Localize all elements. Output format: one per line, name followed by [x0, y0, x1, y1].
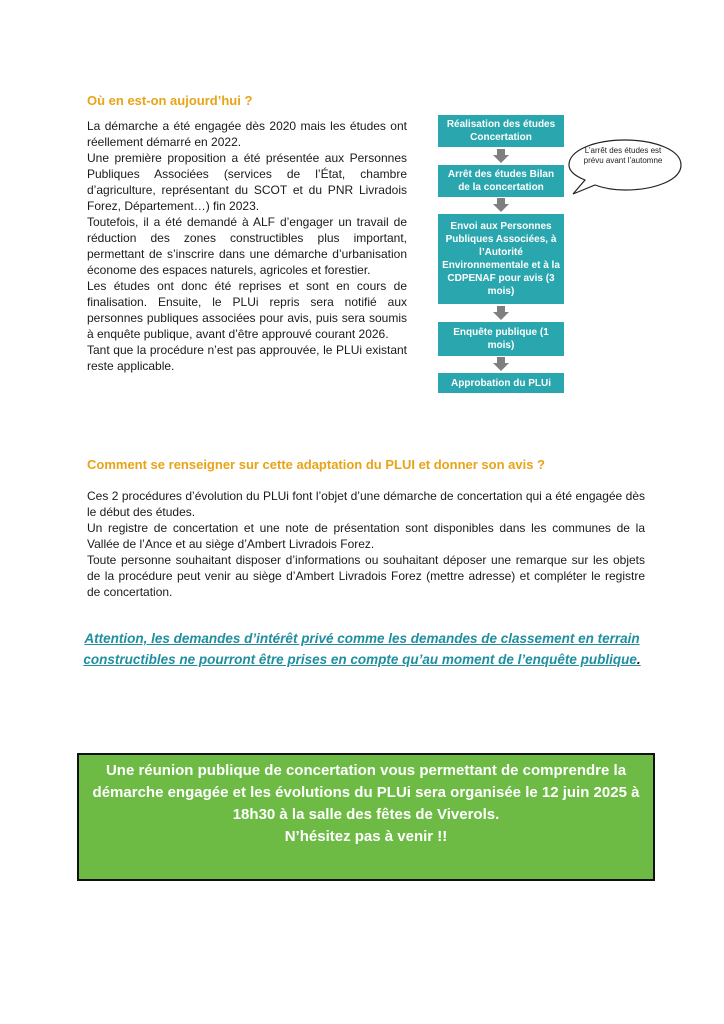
arrow-down-icon	[493, 198, 509, 212]
arrow-down-icon	[493, 357, 509, 371]
diagram-step: Enquête publique (1 mois)	[438, 322, 564, 356]
diagram-step: Arrêt des études Bilan de la concertation	[438, 165, 564, 197]
diagram-step: Envoi aux Personnes Publiques Associées, à l’Autorité Environnementale et à la CDPENAF pour avis (3 mois)	[438, 214, 564, 304]
meeting-text: Une réunion publique de concertation vous permettant de comprendre la démarche engagée et les évolutions du PLUi sera organisée le 12 juin 2025 à 18h30 à la salle des fêtes de Viverols.	[92, 762, 640, 823]
information-paragraph: Ces 2 procédures d’évolution du PLUi font l’objet d’une démarche de concertation qui a été engagée dès le début des études.	[87, 489, 645, 519]
arrow-down-icon	[493, 306, 509, 320]
status-paragraph: La démarche a été engagée dès 2020 mais les études ont réellement démarré en 2022.	[87, 119, 407, 149]
warning-notice	[80, 628, 644, 670]
information-paragraph: Toute personne souhaitant disposer d’informations ou souhaitant déposer une remarque sur les objets de la procédure peut venir au siège d’Ambert Livradois Forez (mettre adresse) et compléter le registre de concertation.	[87, 553, 645, 599]
status-paragraph: Tant que la procédure n’est pas approuvée, le PLUi existant reste applicable.	[87, 343, 407, 373]
meeting-cta: N’hésitez pas à venir !!	[284, 828, 448, 845]
information-paragraph: Un registre de concertation et une note de présentation sont disponibles dans les communes de la Vallée de l’Ance et au siège d’Ambert Livradois Forez.	[87, 521, 645, 551]
meeting-banner	[77, 753, 655, 881]
warning-end: .	[636, 652, 641, 667]
status-text	[87, 118, 407, 374]
warning-text: Attention, les demandes d’intérêt privé comme les demandes de classement en terrain constructibles ne pourront être prises en compte qu’au moment de l’enquête publique	[83, 631, 640, 667]
status-paragraph: Toutefois, il a été demandé à ALF d’engager un travail de réduction des zones constructibles plus important, permettant de s’inscrire dans une démarche d’urbanisation économe des espaces naturels, agricoles et forestier.	[87, 215, 407, 277]
section-heading-information: Comment se renseigner sur cette adaptation du PLUI et donner son avis ?	[87, 457, 545, 472]
diagram-step: Approbation du PLUi	[438, 373, 564, 393]
section-heading-status: Où en est-on aujourd’hui ?	[87, 93, 253, 108]
bubble-text: L’arrêt des études est prévu avant l’automne	[583, 146, 663, 165]
diagram-step: Réalisation des études Concertation	[438, 115, 564, 147]
arrow-down-icon	[493, 149, 509, 163]
status-paragraph: Les études ont donc été reprises et sont en cours de finalisation. Ensuite, le PLUi repris sera notifié aux personnes publiques associées pour avis, puis sera soumis à enquête publique, avant d’être approuvé courant 2026.	[87, 279, 407, 341]
status-paragraph: Une première proposition a été présentée aux Personnes Publiques Associées (services de l’État, chambre d’agriculture, représentant du SCOT et du PNR Livradois Forez, Département…) fin 2023.	[87, 151, 407, 213]
information-text	[87, 488, 645, 600]
